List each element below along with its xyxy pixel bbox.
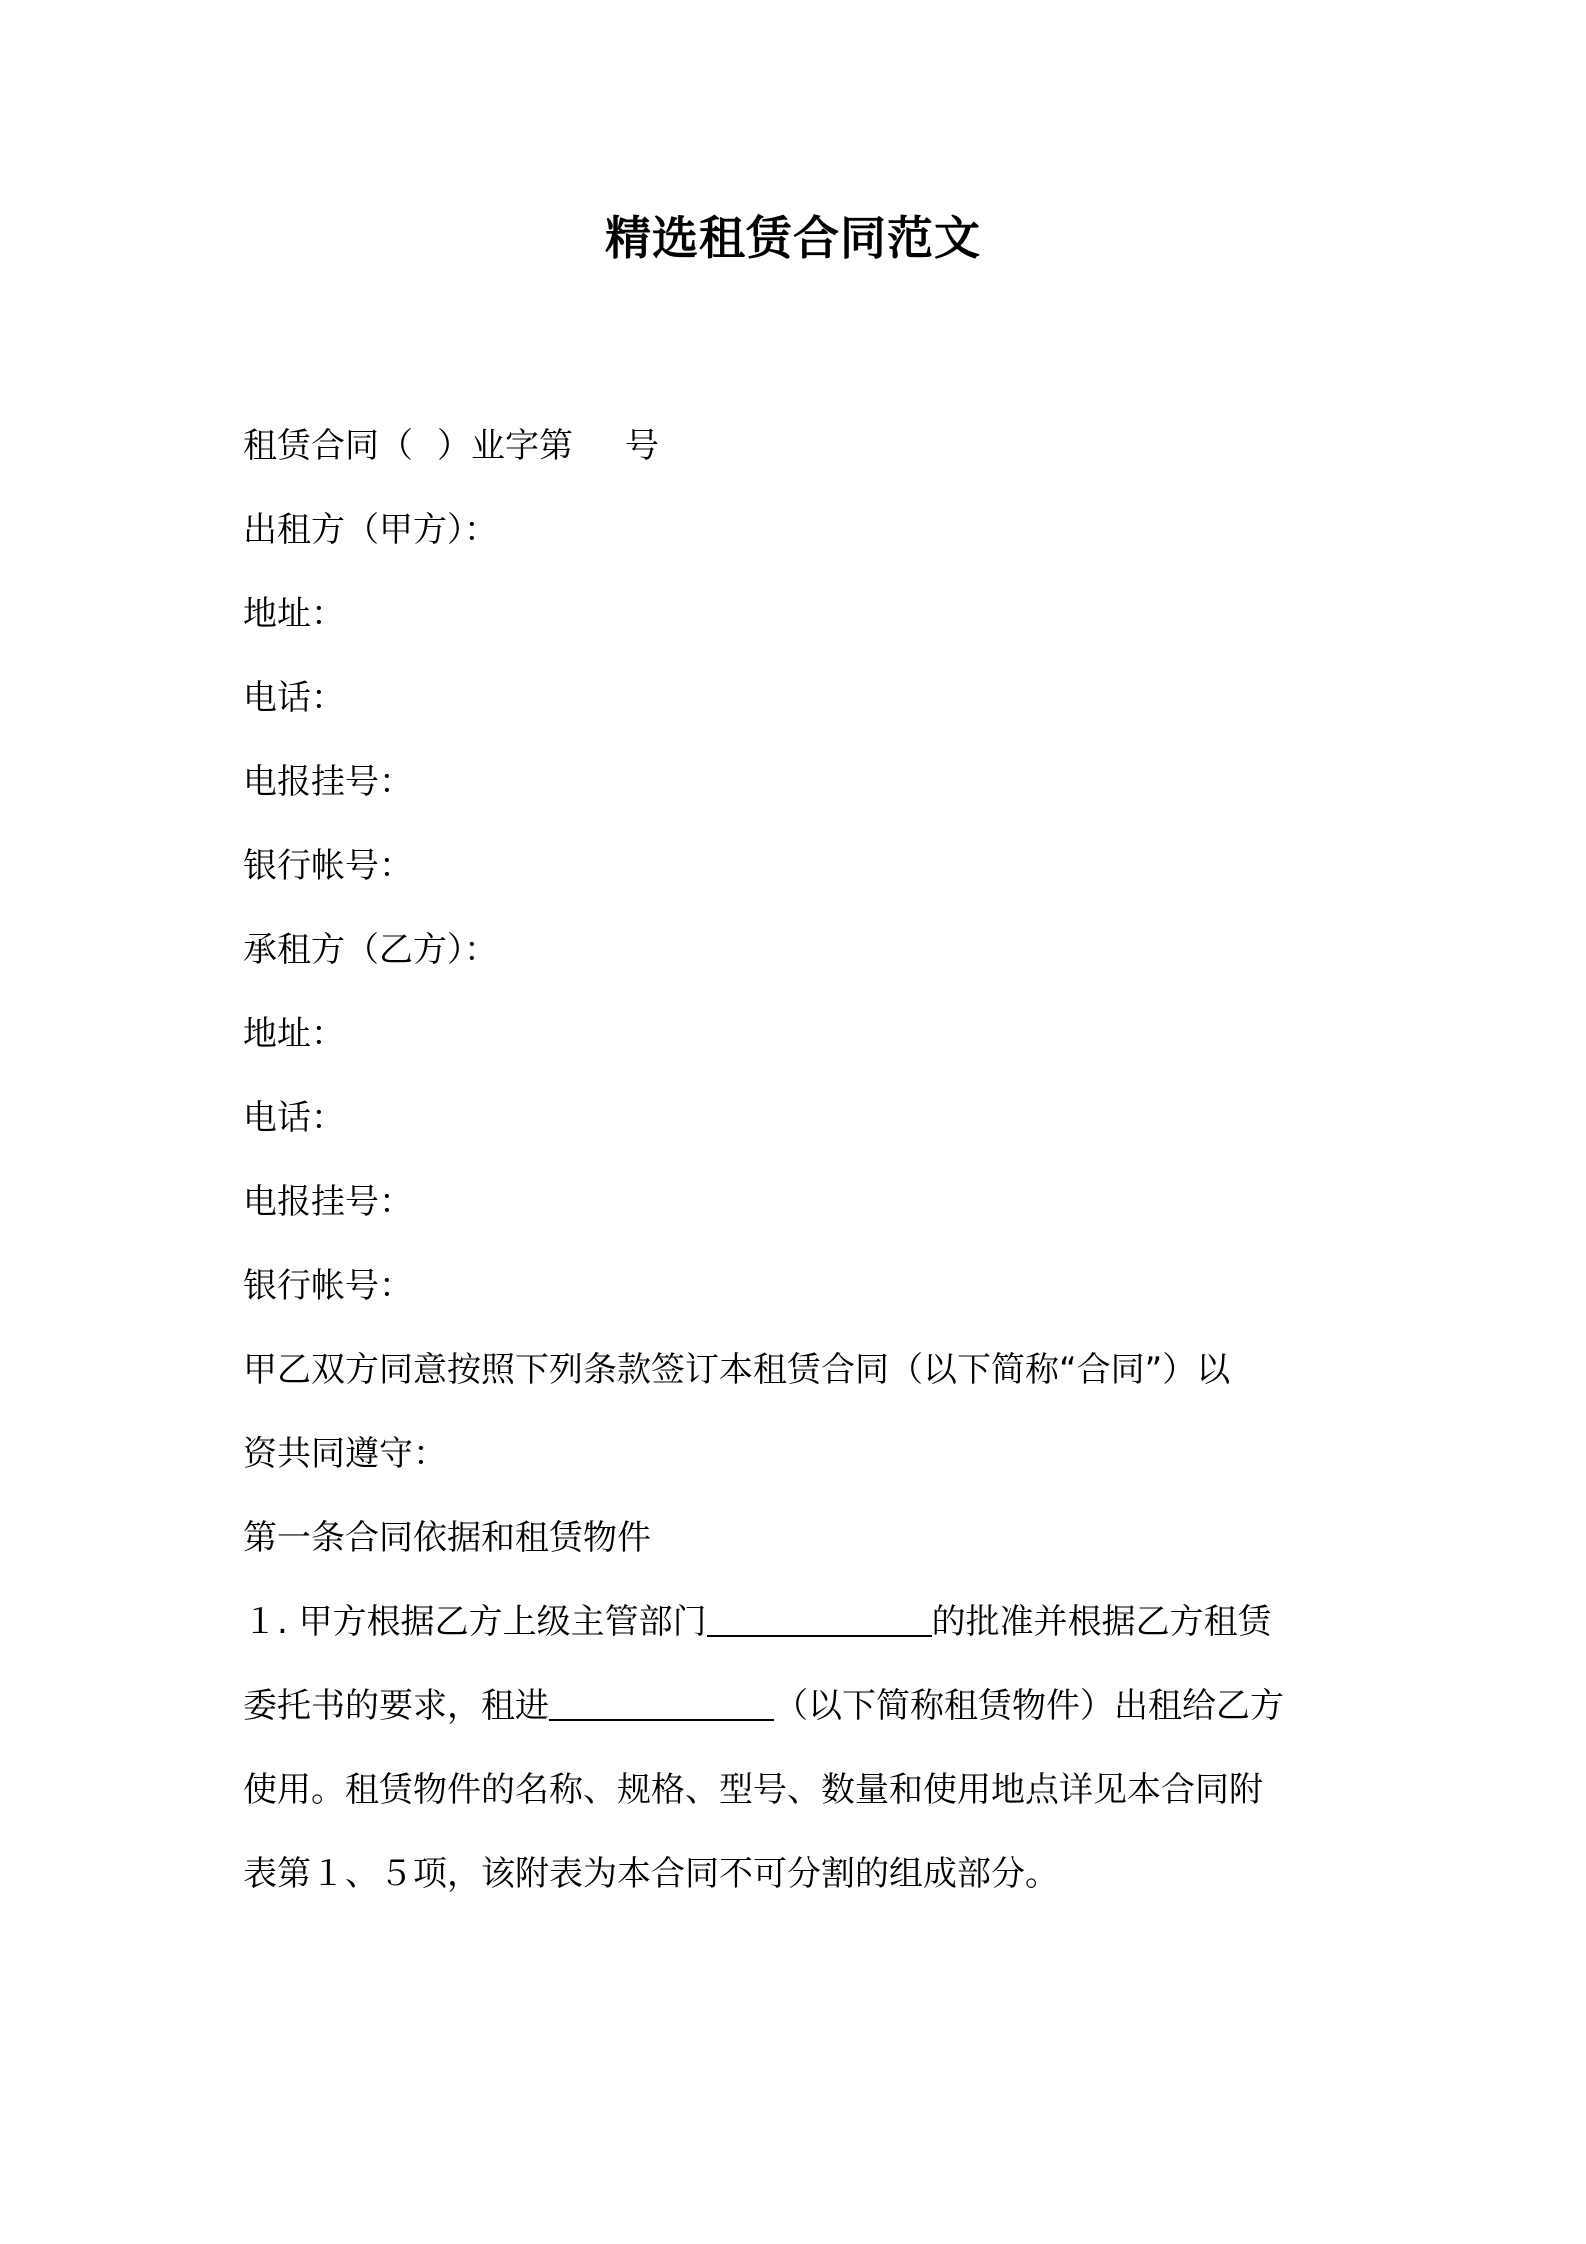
lessee-phone-label: 电话：: [243, 1098, 345, 1138]
contract-number-suffix: 号: [625, 426, 659, 466]
lessee-address-label: 地址：: [243, 1014, 345, 1054]
lessor-telegraph-label: 电报挂号：: [243, 762, 413, 802]
preamble-line-2: 资共同遵守：: [243, 1434, 447, 1474]
document-body: [243, 404, 1353, 1916]
article-1-line-4: 表第１、５项，该附表为本合同不可分割的组成部分。: [243, 1854, 1059, 1894]
article-1-line-1-end: 的批准并根据乙方租赁: [931, 1602, 1272, 1642]
article-1-line-2-start: 委托书的要求，租进: [243, 1686, 549, 1726]
lessor-bank-label: 银行帐号：: [243, 846, 413, 886]
article-1-line-1: [243, 1580, 1353, 1664]
lessor-label: 出租方（甲方）：: [243, 510, 498, 550]
lessee-bank-label: 银行帐号：: [243, 1266, 413, 1306]
lessor-address-label: 地址：: [243, 594, 345, 634]
lessee-label: 承租方（乙方）：: [243, 930, 498, 970]
authority-blank-underline: [707, 1601, 932, 1637]
article-1-heading: 第一条合同依据和租赁物件: [243, 1518, 651, 1558]
document-title: 精选租赁合同范文: [605, 211, 981, 265]
lessee-telegraph-label: 电报挂号：: [243, 1182, 413, 1222]
lessor-phone-label: 电话：: [243, 678, 345, 718]
article-1-line-3: 使用。租赁物件的名称、规格、型号、数量和使用地点详见本合同附: [243, 1770, 1263, 1810]
article-1-line-2: [243, 1664, 1353, 1748]
article-1-line-1-start: １. 甲方根据乙方上级主管部门: [243, 1602, 707, 1642]
contract-number-middle: ）业字第: [437, 426, 573, 466]
article-1-line-2-end: （以下简称租赁物件）出租给乙方: [774, 1686, 1284, 1726]
contract-number-prefix: 租赁合同（: [243, 426, 413, 466]
contract-number-line: [243, 404, 1353, 488]
preamble-line-1: 甲乙双方同意按照下列条款签订本租赁合同（以下简称“合同”）以: [243, 1350, 1231, 1390]
leased-item-blank-underline: [549, 1685, 774, 1721]
